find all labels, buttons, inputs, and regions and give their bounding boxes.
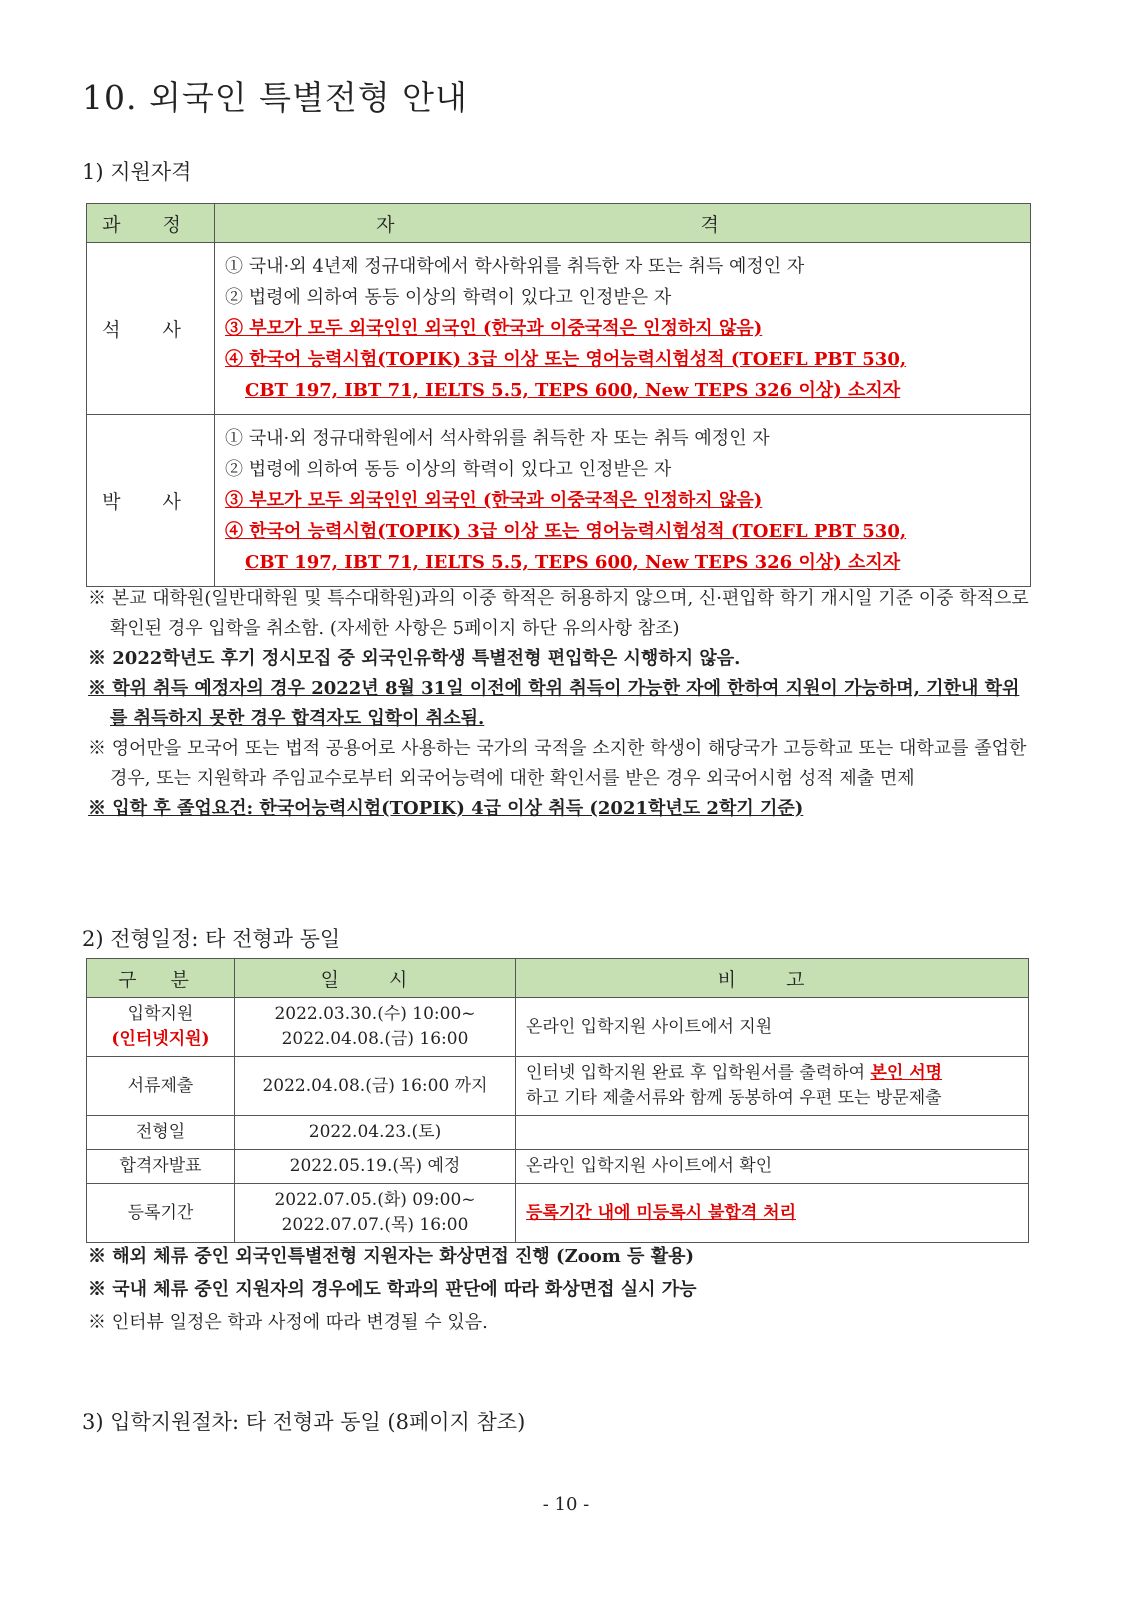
list-item-highlight: ④ 한국어 능력시험(TOPIK) 3급 이상 또는 영어능력시험성적 (TOEFL PBT 530, <box>225 349 907 370</box>
program-masters: 석 사 <box>87 243 215 415</box>
note: ※ 2022학년도 후기 정시모집 중 외국인유학생 특별전형 편입학은 시행하지 않음. <box>88 648 741 669</box>
program-doctoral: 박 사 <box>87 415 215 587</box>
section1-notes <box>88 584 1033 824</box>
remark-text: 하고 기타 제출서류와 함께 동봉하여 우편 또는 방문제출 <box>526 1088 942 1108</box>
note: ※ 영어만을 모국어 또는 법적 공용어로 사용하는 국가의 국적을 소지한 학생이 해당국가 고등학교 또는 대학교를 졸업한 경우, 또는 지원학과 주임교수로부터 외국어능력에 대한 확인서를 받은 경우 외국어시험 성적 제출 면제 <box>88 738 1027 789</box>
cell-datetime: 2022.05.19.(목) 예정 <box>235 1150 516 1184</box>
section3-heading: 3) 입학지원절차: 타 전형과 동일 (8페이지 참조) <box>82 1410 526 1434</box>
table-row <box>87 243 1031 415</box>
header-program: 과 정 <box>87 204 215 243</box>
note: ※ 학위 취득 예정자의 경우 2022년 8월 31일 이전에 학위 취득이 가능한 자에 한하여 지원이 가능하며, 기한내 학위를 취득하지 못한 경우 합격자도 입학이 취소됨. <box>88 678 1020 729</box>
table-row <box>87 1184 1029 1243</box>
cell-category: 등록기간 <box>87 1184 235 1243</box>
cell-datetime <box>235 998 516 1057</box>
table-header-row <box>87 959 1029 998</box>
cell-remark <box>516 1184 1029 1243</box>
list-item-highlight: ③ 부모가 모두 외국인인 외국인 (한국과 이중국적은 인정하지 않음) <box>225 490 763 511</box>
cell-datetime <box>235 1184 516 1243</box>
cell-remark: 온라인 입학지원 사이트에서 지원 <box>516 998 1029 1057</box>
section2-notes <box>88 1240 1033 1339</box>
row-label: 입학지원 <box>127 1004 194 1024</box>
cell-remark: 온라인 입학지원 사이트에서 확인 <box>516 1150 1029 1184</box>
list-item: ② 법령에 의하여 동등 이상의 학력이 있다고 인정받은 자 <box>225 287 672 308</box>
header-qualification: 자 격 <box>215 204 1031 243</box>
date-end: 2022.07.07.(목) 16:00 <box>281 1215 469 1235</box>
eligibility-table <box>86 203 1031 587</box>
date-start: 2022.07.05.(화) 09:00~ <box>274 1190 476 1210</box>
table-header-row <box>87 204 1031 243</box>
table-row <box>87 415 1031 587</box>
table-row <box>87 998 1029 1057</box>
note: ※ 인터뷰 일정은 학과 사정에 따라 변경될 수 있음. <box>88 1312 488 1333</box>
note: ※ 해외 체류 중인 외국인특별전형 지원자는 화상면접 진행 (Zoom 등 활용) <box>88 1246 694 1267</box>
qualification-list <box>215 415 1031 587</box>
table-row <box>87 1150 1029 1184</box>
page-number: - 10 - <box>542 1494 590 1515</box>
cell-category: 서류제출 <box>87 1057 235 1116</box>
qualification-list <box>215 243 1031 415</box>
list-item: ① 국내·외 4년제 정규대학에서 학사학위를 취득한 자 또는 취득 예정인 자 <box>225 256 805 277</box>
note: ※ 본교 대학원(일반대학원 및 특수대학원)과의 이중 학적은 허용하지 않으며, 신·편입학 학기 개시일 기준 이중 학적으로 확인된 경우 입학을 취소함. (자세한 사항은 5페이지 하단 유의사항 참조) <box>88 588 1029 639</box>
list-item-highlight: CBT 197, IBT 71, IELTS 5.5, TEPS 600, New TEPS 326 이상) 소지자 <box>245 380 901 401</box>
section1-heading: 1) 지원자격 <box>82 160 192 184</box>
list-item-highlight: ③ 부모가 모두 외국인인 외국인 (한국과 이중국적은 인정하지 않음) <box>225 318 763 339</box>
list-item: ② 법령에 의하여 동등 이상의 학력이 있다고 인정받은 자 <box>225 459 672 480</box>
list-item-highlight: CBT 197, IBT 71, IELTS 5.5, TEPS 600, New TEPS 326 이상) 소지자 <box>245 552 901 573</box>
remark-highlight: 본인 서명 <box>870 1063 943 1083</box>
list-item-highlight: ④ 한국어 능력시험(TOPIK) 3급 이상 또는 영어능력시험성적 (TOEFL PBT 530, <box>225 521 907 542</box>
page-title: 10. 외국인 특별전형 안내 <box>82 78 468 117</box>
table-row <box>87 1116 1029 1150</box>
date-end: 2022.04.08.(금) 16:00 <box>281 1029 469 1049</box>
cell-category: 합격자발표 <box>87 1150 235 1184</box>
remark-highlight: 등록기간 내에 미등록시 불합격 처리 <box>526 1202 797 1223</box>
note: ※ 국내 체류 중인 지원자의 경우에도 학과의 판단에 따라 화상면접 실시 가능 <box>88 1279 697 1300</box>
cell-remark <box>516 1057 1029 1116</box>
cell-datetime: 2022.04.23.(토) <box>235 1116 516 1150</box>
cell-category: 전형일 <box>87 1116 235 1150</box>
list-item: ① 국내·외 정규대학원에서 석사학위를 취득한 자 또는 취득 예정인 자 <box>225 428 770 449</box>
header-category: 구 분 <box>87 959 235 998</box>
schedule-table <box>86 958 1029 1243</box>
remark-text: 인터넷 입학지원 완료 후 입학원서를 출력하여 <box>526 1063 866 1083</box>
row-sublabel: (인터넷지원) <box>111 1029 210 1049</box>
date-start: 2022.03.30.(수) 10:00~ <box>274 1004 476 1024</box>
cell-category <box>87 998 235 1057</box>
cell-datetime: 2022.04.08.(금) 16:00 까지 <box>235 1057 516 1116</box>
note: ※ 입학 후 졸업요건: 한국어능력시험(TOPIK) 4급 이상 취득 (2021학년도 2학기 기준) <box>88 798 804 819</box>
header-datetime: 일 시 <box>235 959 516 998</box>
section2-heading: 2) 전형일정: 타 전형과 동일 <box>82 927 341 951</box>
cell-remark <box>516 1116 1029 1150</box>
header-remarks: 비 고 <box>516 959 1029 998</box>
table-row <box>87 1057 1029 1116</box>
